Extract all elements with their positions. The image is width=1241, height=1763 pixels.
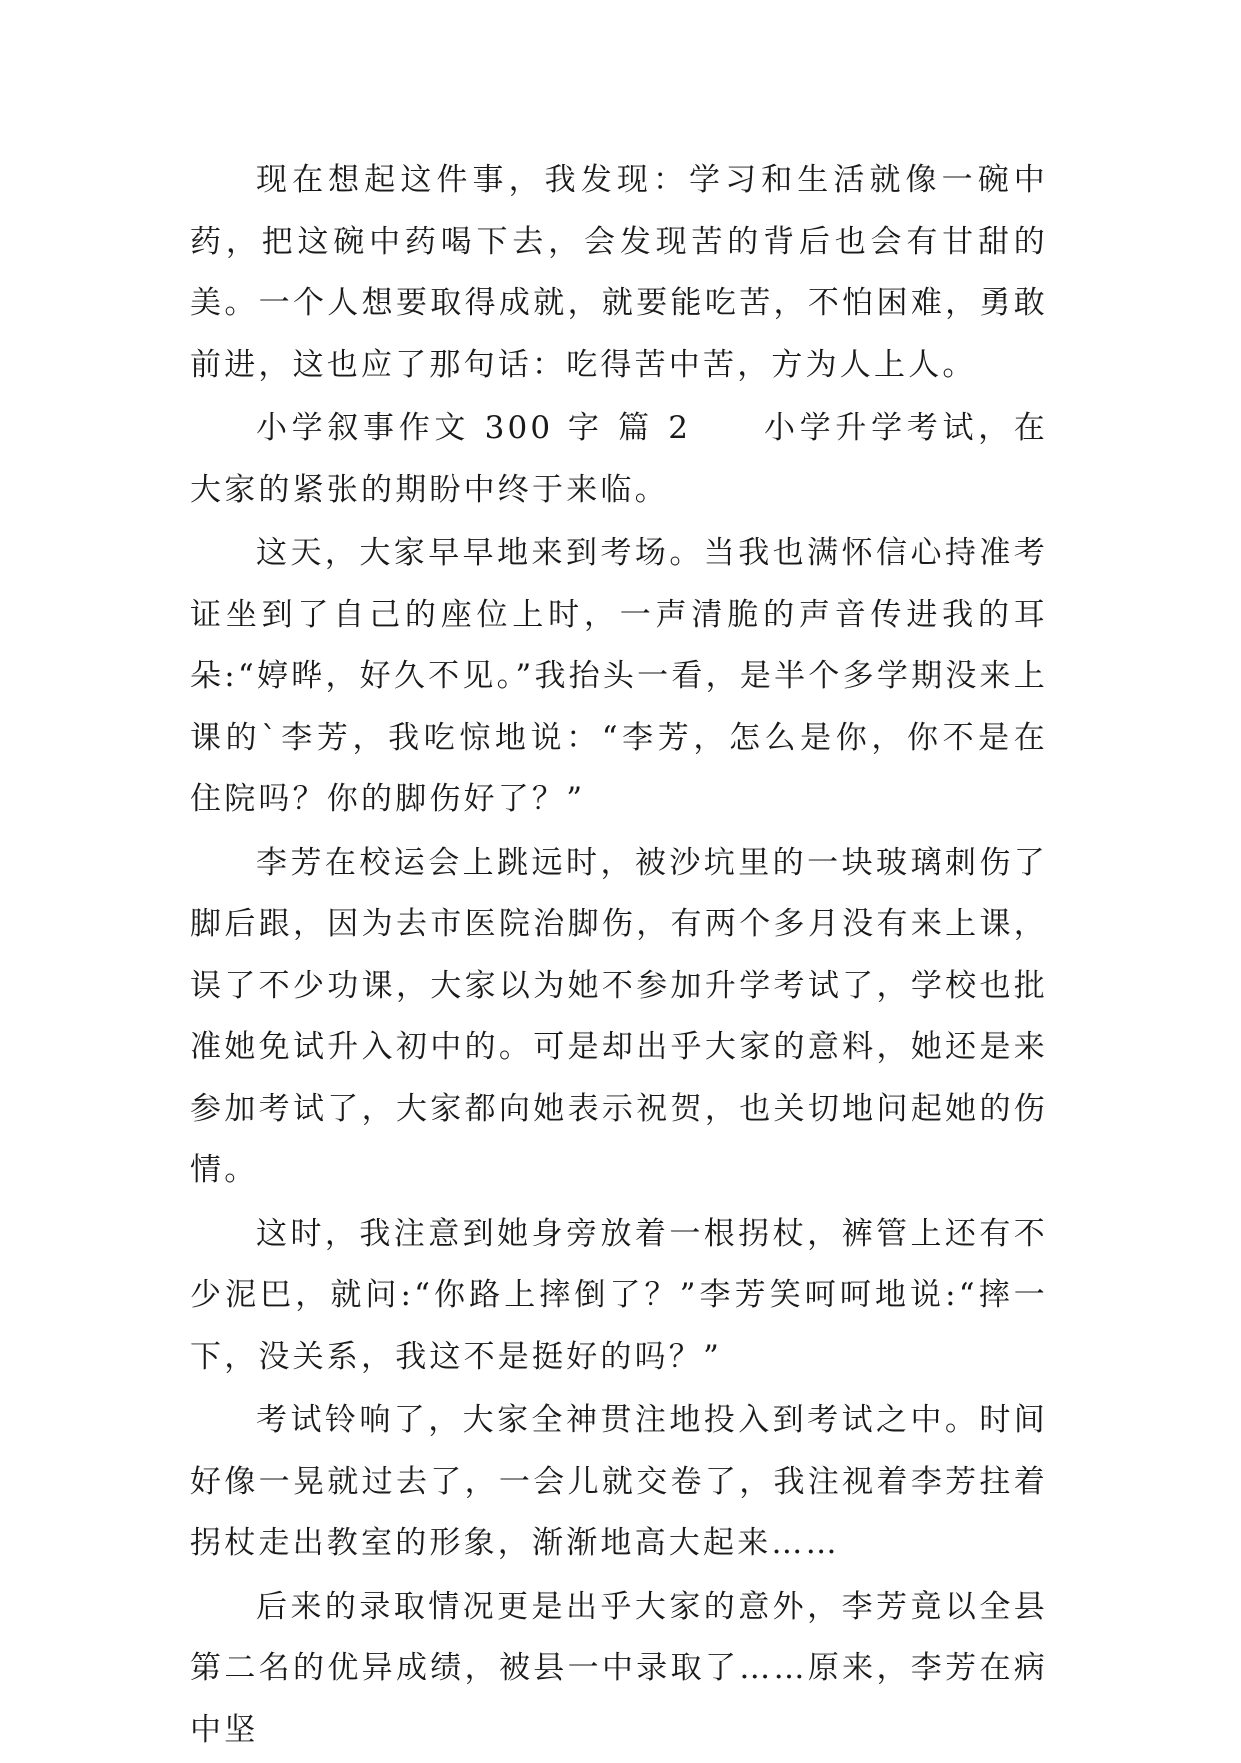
paragraph-7: 后来的录取情况更是出乎大家的意外，李芳竟以全县第二名的优异成绩，被县一中录取了……原来，李芳在病中坚 <box>190 1588 1048 1748</box>
paragraph-5: 这时，我注意到她身旁放着一根拐杖，裤管上还有不少泥巴，就问:“你路上摔倒了？”李芳笑呵呵地说:“摔一下，没关系，我这不是挺好的吗？” <box>190 1215 1048 1375</box>
paragraph-4: 李芳在校运会上跳远时，被沙坑里的一块玻璃刺伤了脚后跟，因为去市医院治脚伤，有两个多月没有来上课，误了不少功课，大家以为她不参加升学考试了，学校也批准她免试升入初中的。可是却出乎大家的意料，她还是来参加考试了，大家都向她表示祝贺，也关切地问起她的伤情。 <box>190 844 1048 1188</box>
paragraph-6: 考试铃响了，大家全神贯注地投入到考试之中。时间好像一晃就过去了，一会儿就交卷了，我注视着李芳拄着拐杖走出教室的形象，渐渐地高大起来…… <box>190 1402 1048 1561</box>
paragraph-1: 现在想起这件事，我发现：学习和生活就像一碗中药，把这碗中药喝下去，会发现苦的背后也会有甘甜的美。一个人想要取得成就，就要能吃苦，不怕困难，勇敢前进，这也应了那句话：吃得苦中苦，方为人上人。 <box>190 162 1048 383</box>
document-page <box>190 150 1048 1763</box>
paragraph-3: 这天，大家早早地来到考场。当我也满怀信心持准考证坐到了自己的座位上时，一声清脆的声音传进我的耳朵:“婷晔，好久不见。”我抬头一看，是半个多学期没来上课的`李芳，我吃惊地说：“李芳，怎么是你，你不是在住院吗？你的脚伤好了？” <box>190 535 1048 817</box>
paragraph-2-heading: 小学叙事作文 300 字 篇 2 小学升学考试，在大家的紧张的期盼中终于来临。 <box>190 410 1048 508</box>
